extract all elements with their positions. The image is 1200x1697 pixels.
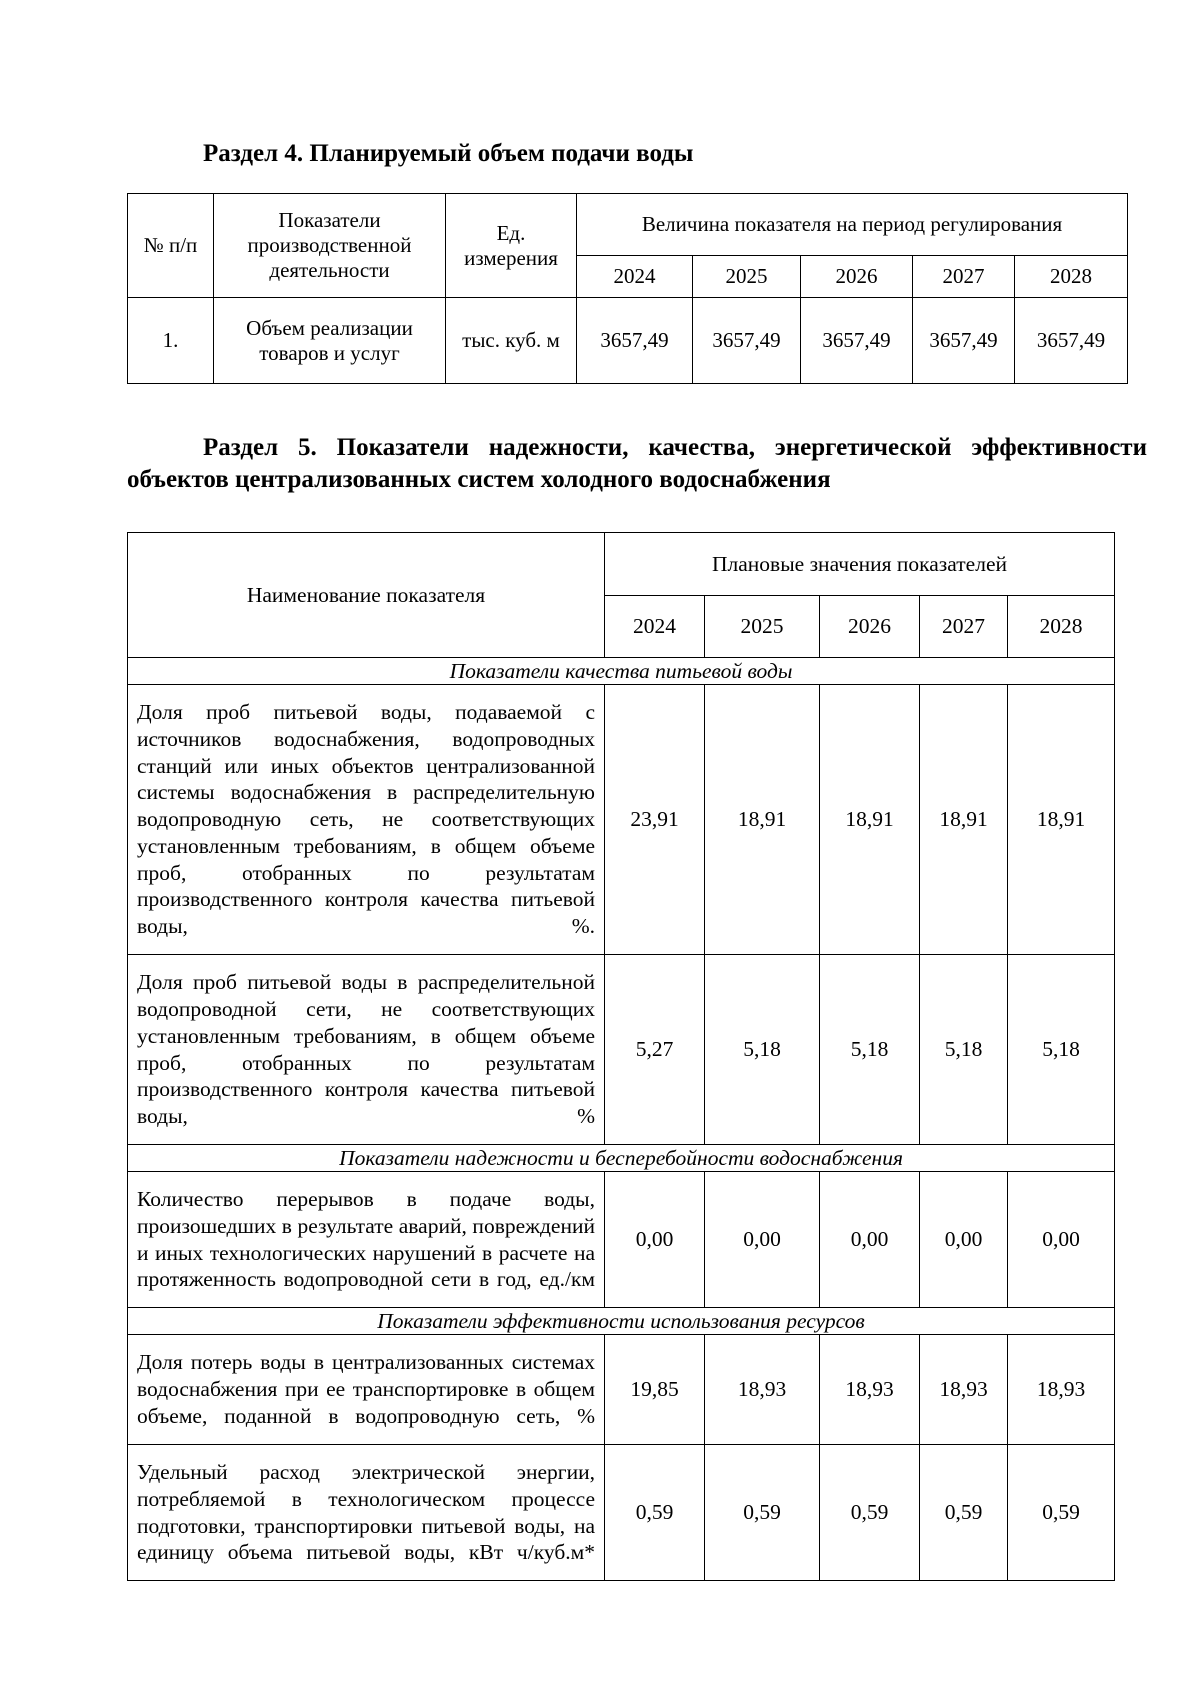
value-2026: 0,59 bbox=[820, 1445, 920, 1581]
value-2026: 18,91 bbox=[820, 685, 920, 955]
row-indicator: Объем реализации товаров и услуг bbox=[214, 298, 446, 384]
value-2027: 0,59 bbox=[920, 1445, 1008, 1581]
group-title-reliability: Показатели надежности и бесперебойности водоснабжения bbox=[128, 1145, 1115, 1172]
section-5-title: Раздел 5. Показатели надежности, качества, энергетической эффективности объектов централизованных систем холодного водоснабжения bbox=[127, 434, 1147, 493]
year-2025: 2025 bbox=[693, 256, 801, 298]
year-2027: 2027 bbox=[920, 596, 1008, 658]
year-2028: 2028 bbox=[1015, 256, 1128, 298]
header-planned: Плановые значения показателей bbox=[605, 533, 1115, 596]
year-2024: 2024 bbox=[577, 256, 693, 298]
header-period: Величина показателя на период регулирования bbox=[577, 194, 1128, 256]
table-row bbox=[128, 298, 1128, 384]
year-2028: 2028 bbox=[1008, 596, 1115, 658]
header-name: Наименование показателя bbox=[128, 533, 605, 658]
value-2028: 0,00 bbox=[1008, 1172, 1115, 1308]
value-2028: 18,91 bbox=[1008, 685, 1115, 955]
value-2028: 0,59 bbox=[1008, 1445, 1115, 1581]
value-2024: 0,00 bbox=[605, 1172, 705, 1308]
value-2027: 3657,49 bbox=[913, 298, 1015, 384]
header-unit: Ед. измерения bbox=[446, 194, 577, 298]
value-2024: 0,59 bbox=[605, 1445, 705, 1581]
row-unit: тыс. куб. м bbox=[446, 298, 577, 384]
year-2025: 2025 bbox=[705, 596, 820, 658]
performance-indicators-table bbox=[127, 532, 1115, 1581]
year-2027: 2027 bbox=[913, 256, 1015, 298]
group-title-quality: Показатели качества питьевой воды bbox=[128, 658, 1115, 685]
indicator-name: Количество перерывов в подаче воды, произошедших в результате аварий, повреждений и иных технологических нарушений в расчете на протяженность водопроводной сети в год, ед./км bbox=[128, 1172, 605, 1308]
table-row bbox=[128, 1335, 1115, 1445]
value-2025: 0,59 bbox=[705, 1445, 820, 1581]
value-2024: 5,27 bbox=[605, 955, 705, 1145]
year-2026: 2026 bbox=[801, 256, 913, 298]
value-2027: 18,91 bbox=[920, 685, 1008, 955]
group-title-efficiency: Показатели эффективности использования ресурсов bbox=[128, 1308, 1115, 1335]
value-2025: 3657,49 bbox=[693, 298, 801, 384]
value-2026: 18,93 bbox=[820, 1335, 920, 1445]
table-row bbox=[128, 685, 1115, 955]
value-2025: 5,18 bbox=[705, 955, 820, 1145]
section-4-title: Раздел 4. Планируемый объем подачи воды bbox=[203, 140, 694, 167]
value-2028: 5,18 bbox=[1008, 955, 1115, 1145]
value-2025: 18,93 bbox=[705, 1335, 820, 1445]
value-2024: 23,91 bbox=[605, 685, 705, 955]
value-2026: 5,18 bbox=[820, 955, 920, 1145]
value-2027: 18,93 bbox=[920, 1335, 1008, 1445]
table-row bbox=[128, 955, 1115, 1145]
value-2025: 18,91 bbox=[705, 685, 820, 955]
header-indicator: Показатели производственной деятельности bbox=[214, 194, 446, 298]
value-2026: 3657,49 bbox=[801, 298, 913, 384]
row-num: 1. bbox=[128, 298, 214, 384]
indicator-name: Удельный расход электрической энергии, потребляемой в технологическом процессе подготовки, транспортировки питьевой воды, на единицу объема питьевой воды, кВт ч/куб.м* bbox=[128, 1445, 605, 1581]
header-num: № п/п bbox=[128, 194, 214, 298]
year-2026: 2026 bbox=[820, 596, 920, 658]
table-row bbox=[128, 1172, 1115, 1308]
value-2028: 3657,49 bbox=[1015, 298, 1128, 384]
value-2027: 0,00 bbox=[920, 1172, 1008, 1308]
indicator-name: Доля проб питьевой воды в распределительной водопроводной сети, не соответствующих установленным требованиям, в общем объеме проб, отобранных по результатам производственного контроля качества питьевой воды, % bbox=[128, 955, 605, 1145]
water-supply-volume-table bbox=[127, 193, 1128, 384]
value-2024: 3657,49 bbox=[577, 298, 693, 384]
value-2024: 19,85 bbox=[605, 1335, 705, 1445]
table-row bbox=[128, 1445, 1115, 1581]
indicator-name: Доля проб питьевой воды, подаваемой с источников водоснабжения, водопроводных станций или иных объектов централизованной системы водоснабжения в распределительную водопроводную сеть, не соответствующих установленным требованиям, в общем объеме проб, отобранных по результатам производственного контроля качества питьевой воды, %. bbox=[128, 685, 605, 955]
value-2027: 5,18 bbox=[920, 955, 1008, 1145]
value-2025: 0,00 bbox=[705, 1172, 820, 1308]
value-2028: 18,93 bbox=[1008, 1335, 1115, 1445]
indicator-name: Доля потерь воды в централизованных системах водоснабжения при ее транспортировке в общем объеме, поданной в водопроводную сеть, % bbox=[128, 1335, 605, 1445]
year-2024: 2024 bbox=[605, 596, 705, 658]
value-2026: 0,00 bbox=[820, 1172, 920, 1308]
